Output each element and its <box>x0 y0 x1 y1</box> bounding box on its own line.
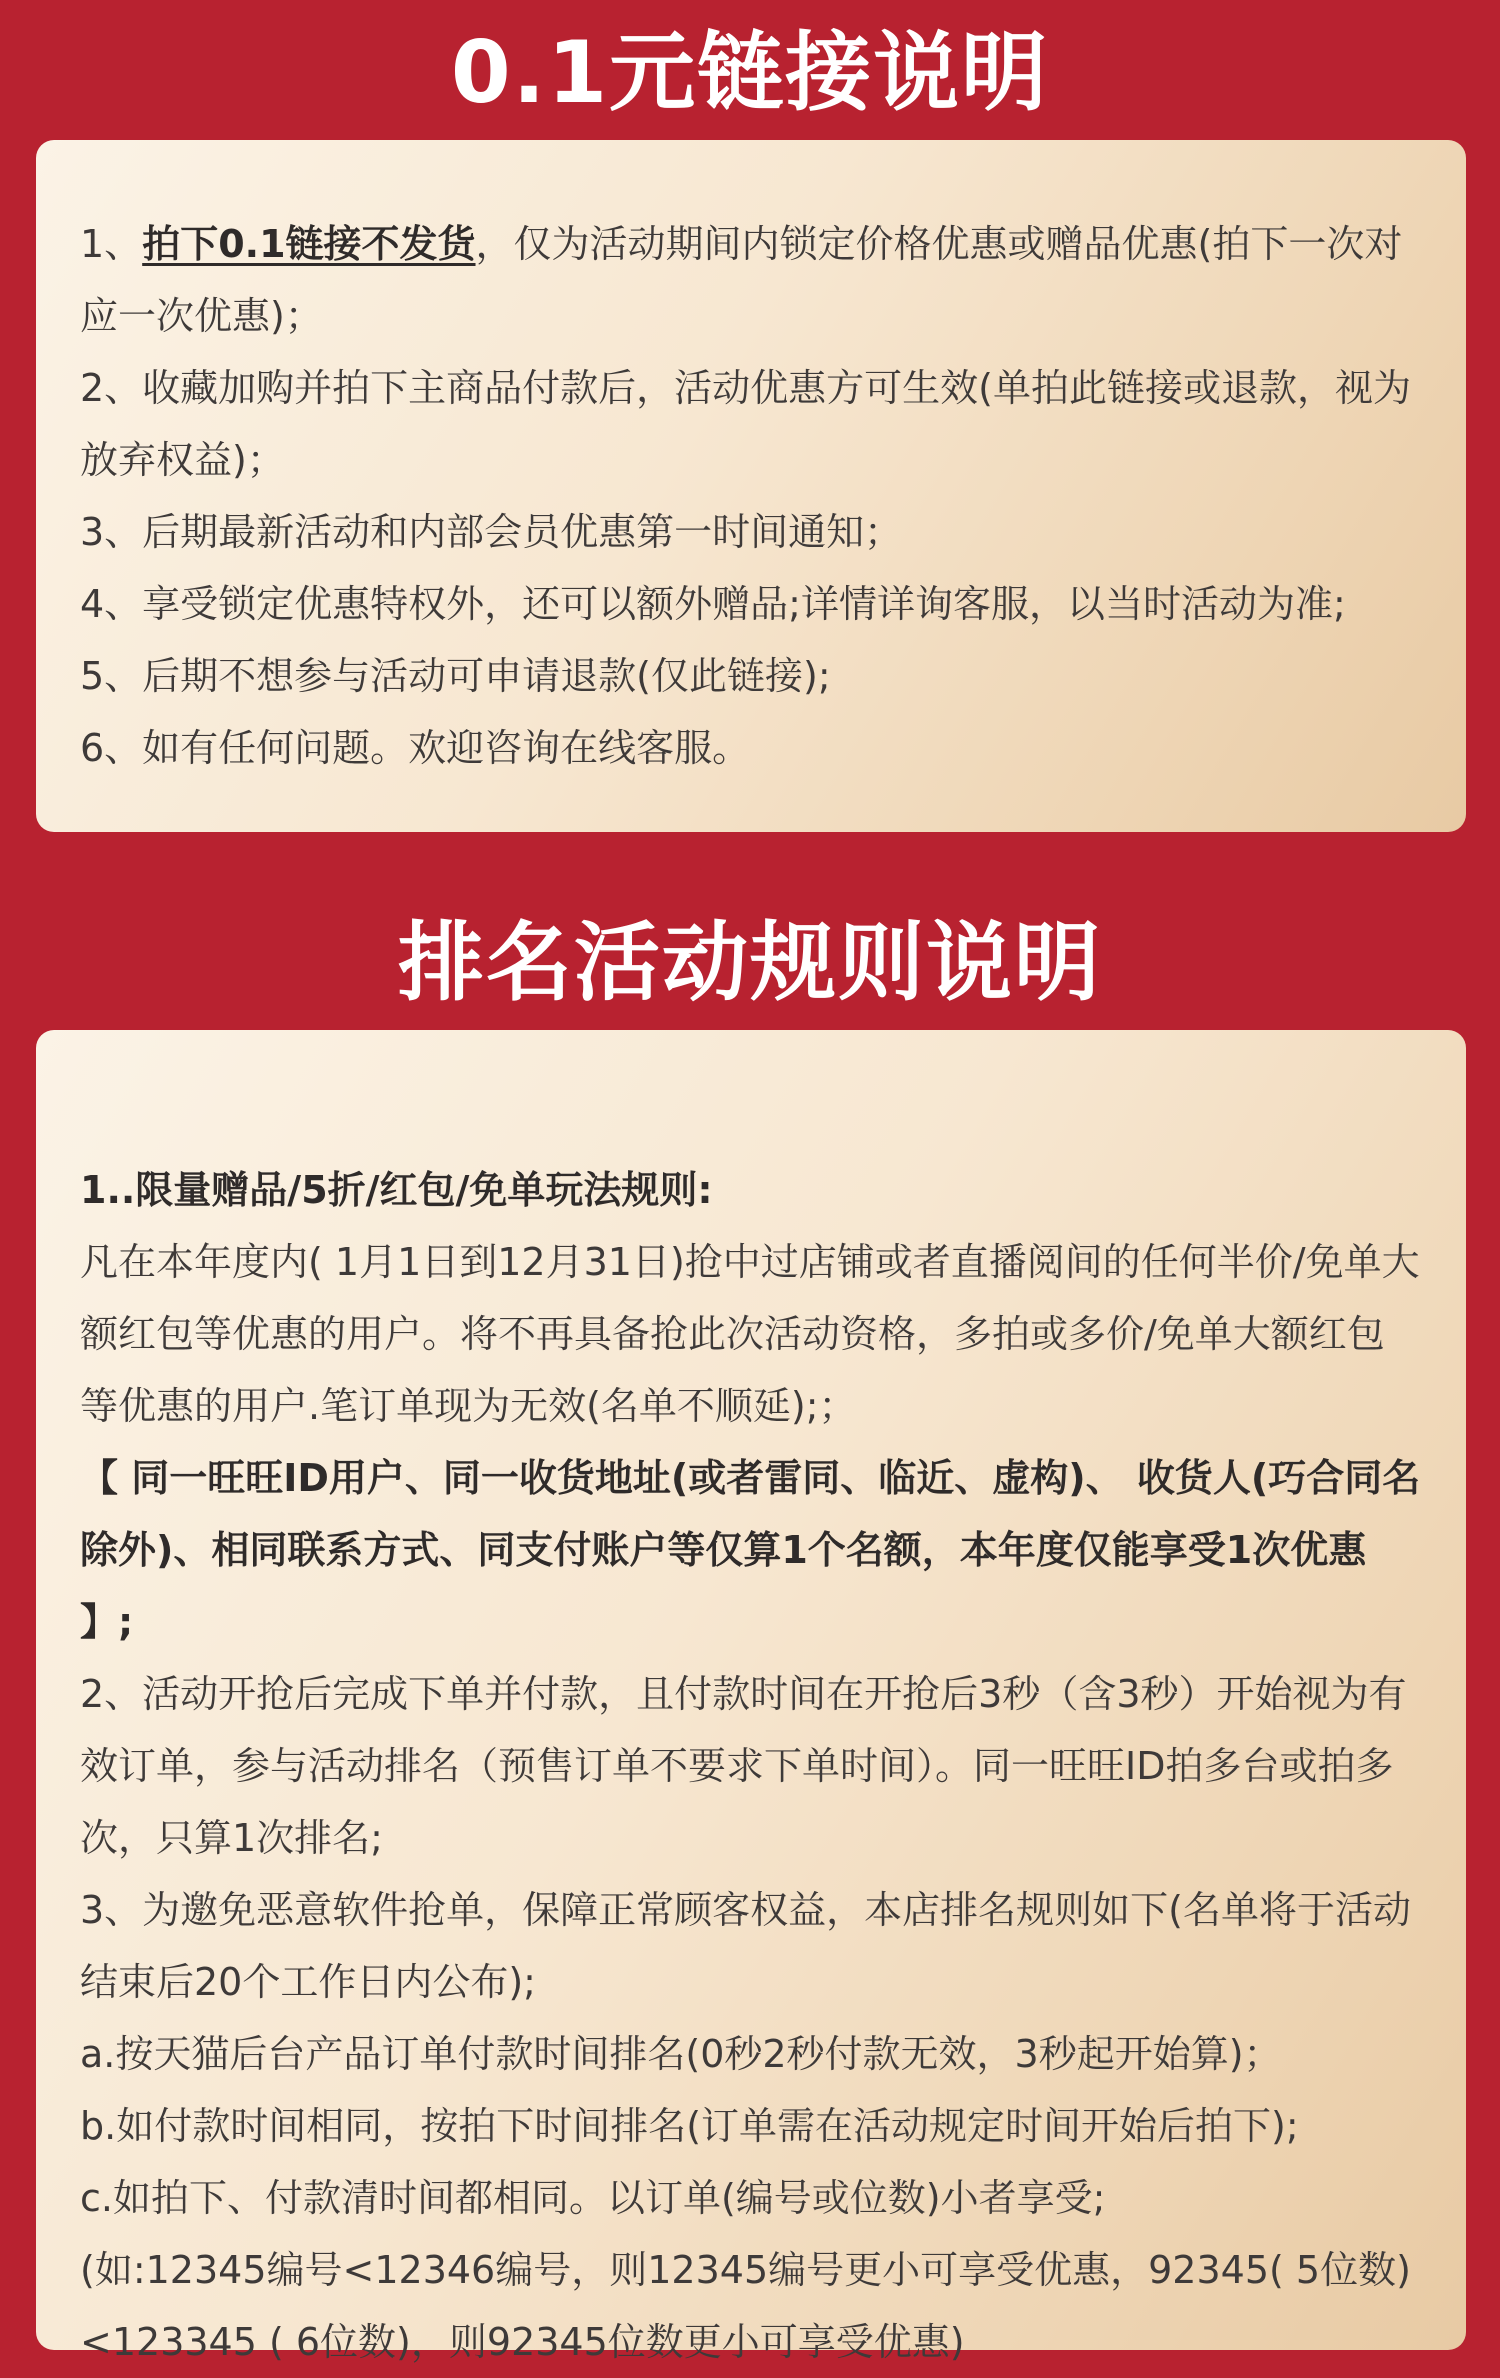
section-title-ranking-rules: 排名活动规则说明 <box>398 913 1102 1013</box>
rules-paragraph: 3、为邀免恶意软件抢单，保障正常顾客权益，本店排名规则如下(名单将于活动结束后20个工作日内公布); <box>80 1888 1412 2004</box>
ranking-rules-card <box>36 1030 1466 2364</box>
rule-item: 5、后期不想参与活动可申请退款(仅此链接); <box>80 654 831 698</box>
rule-c: c.如拍下、付款清时间都相同。以订单(编号或位数)小者享受; <box>80 2176 1106 2220</box>
rules-paragraph: 2、活动开抢后完成下单并付款，且付款时间在开抢后3秒（含3秒）开始视为有效订单，参与活动排名（预售订单不要求下单时间）。同一旺旺ID拍多台或拍多次，只算1次排名; <box>80 1672 1407 1860</box>
rule-example: (如:12345编号<12346编号，则12345编号更小可享受优惠，92345( 5位数) <123345 ( 6位数)，则92345位数更小可享受优惠) <box>80 2248 1411 2364</box>
section-title-link-info: 0.1元链接说明 <box>450 23 1050 123</box>
rule-item: 6、如有任何问题。欢迎咨询在线客服。 <box>80 726 751 770</box>
rule-item: 2、收藏加购并拍下主商品付款后，活动优惠方可生效(单拍此链接或退款，视为放弃权益)； <box>80 366 1412 482</box>
rule-item-bold: 拍下0.1链接不发货 <box>142 222 476 266</box>
rule-a: a.按天猫后台产品订单付款时间排名(0秒2秒付款无效，3秒起开始算)； <box>80 2032 1282 2076</box>
rule-b: b.如付款时间相同，按拍下时间排名(订单需在活动规定时间开始后拍下); <box>80 2104 1299 2148</box>
rule-item-prefix: 1、 <box>80 222 143 266</box>
link-info-card <box>36 140 1466 832</box>
rule-item-rest: ，仅为活动期间内锁定价格优惠或赠品优惠(拍下一次对应一次优惠)； <box>80 222 1403 338</box>
rule-item: 4、享受锁定优惠特权外，还可以额外赠品;详情详询客服，以当时活动为准; <box>80 582 1346 626</box>
rule-item: 3、后期最新活动和内部会员优惠第一时间通知； <box>80 510 903 554</box>
rules-paragraph: 凡在本年度内( 1月1日到12月31日)抢中过店铺或者直播阅间的任何半价/免单大额红包等优惠的用户。将不再具备抢此次活动资格，多拍或多价/免单大额红包等优惠的用户.笔订单现为无效(名单不顺延);； <box>80 1240 1420 1428</box>
rule-item <box>80 208 1422 352</box>
rules-bold-notice: 【 同一旺旺ID用户、同一收货地址(或者雷同、临近、虚构)、 收货人(巧合同名除外)、相同联系方式、同支付账户等仅算1个名额，本年度仅能享受1次优惠 】; <box>80 1456 1421 1644</box>
rules-heading: 1..限量赠品/5折/红包/免单玩法规则: <box>80 1168 713 1212</box>
